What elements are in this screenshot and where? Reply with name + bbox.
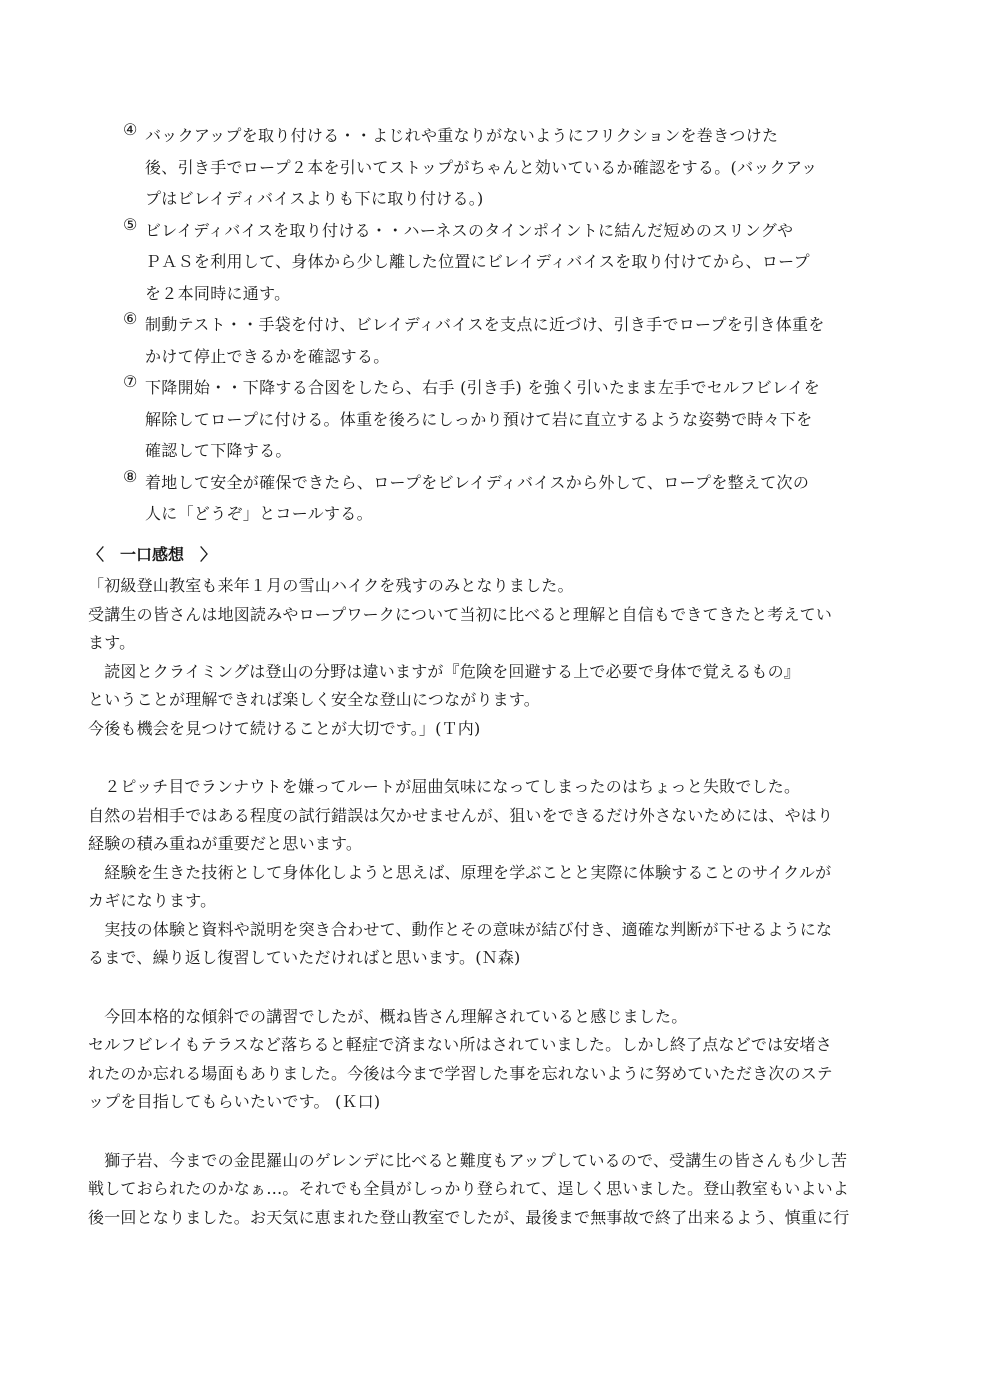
- comment-line: 自然の岩相手ではある程度の試行錯誤は欠かせませんが、狙いをできるだけ外さないためには、やはり: [88, 805, 834, 825]
- step-line: バックアップを取り付ける・・よじれや重なりがないようにフリクションを巻きつけた: [145, 126, 779, 145]
- step-number: ⑦: [123, 372, 138, 391]
- step-number: ⑥: [123, 309, 138, 328]
- comment-paragraph: [88, 1147, 918, 1233]
- comment-line: ます。: [88, 633, 136, 652]
- step-line: 後、引き手でロープ２本を引いてストップがちゃんと効いているか確認をする。(バックアッ: [145, 157, 818, 177]
- comment-line: 受講生の皆さんは地図読みやロープワークについて当初に比べると理解と自信もできてきたと考えてい: [88, 604, 833, 624]
- step-line: ビレイディバイスを取り付ける・・ハーネスのタインポイントに結んだ短めのスリングや: [145, 220, 794, 240]
- comment-line: 戦しておられたのかなぁ…。それでも全員がしっかり登られて、逞しく思いました。登山教室もいよいよ: [88, 1179, 850, 1198]
- comment-line: ップを目指してもらいたいです。 (Ｋ口): [88, 1092, 381, 1111]
- step-line: 着地して安全が確保できたら、ロープをビレイディバイスから外して、ロープを整えて次の: [145, 472, 810, 492]
- comment-line: 獅子岩、今までの金毘羅山のゲレンデに比べると難度もアップしているので、受講生の皆さんも少し苦: [88, 1150, 848, 1170]
- step-line: を２本同時に通す。: [145, 283, 291, 303]
- comment-line: 読図とクライミングは登山の分野は違いますが『危険を回避する上で必要で身体で覚えるもの』: [88, 661, 801, 681]
- comment-paragraph: [88, 773, 918, 973]
- step-item: [123, 372, 913, 467]
- comment-line: 今後も機会を見つけて続けることが大切です。」(Ｔ内): [88, 718, 481, 738]
- step-item: [123, 215, 913, 310]
- step-line: プはビレイディバイスよりも下に取り付ける。): [145, 189, 484, 208]
- step-number: ⑤: [123, 214, 138, 234]
- section-heading: 〈 一口感想 〉: [88, 545, 217, 564]
- step-number: ⑧: [123, 466, 138, 486]
- comment-line: 実技の体験と資料や説明を突き合わせて、動作とその意味が結び付き、適確な判断が下せるようにな: [88, 919, 833, 939]
- comment-line: 後一回となりました。お天気に恵まれた登山教室でしたが、最後まで無事故で終了出来るよう、慎重に行: [88, 1207, 850, 1227]
- step-line: 下降開始・・下降する合図をしたら、右手 (引き手) を強く引いたまま左手でセルフビレイを: [145, 378, 821, 397]
- comment-line: 経験の積み重ねが重要だと思います。: [88, 834, 363, 853]
- comment-paragraph: [88, 1003, 918, 1117]
- comment-paragraph: [88, 572, 918, 743]
- comment-line: 今回本格的な傾斜での講習でしたが、概ね皆さん理解されていると感じました。: [88, 1006, 688, 1026]
- comment-line: カギになります。: [88, 891, 217, 910]
- comment-line: ということが理解できれば楽しく安全な登山につながります。: [88, 690, 541, 709]
- step-line: 解除してロープに付ける。体重を後ろにしっかり預けて岩に直立するような姿勢で時々下を: [145, 409, 813, 429]
- step-line: かけて停止できるかを確認する。: [145, 346, 390, 366]
- step-item: [123, 467, 913, 530]
- comment-line: るまで、繰り返し復習していただければと思います。(Ｎ森): [88, 948, 521, 967]
- step-line: 制動テスト・・手袋を付け、ビレイディバイスを支点に近づけ、引き手でロープを引き体重を: [145, 315, 825, 334]
- comment-line: ２ピッチ目でランナウトを嫌ってルートが屈曲気味になってしまったのはちょっと失敗でした。: [88, 777, 801, 796]
- comment-line: れたのか忘れる場面もありました。今後は今まで学習した事を忘れないように努めていただき次のステ: [88, 1063, 833, 1083]
- comment-line: 経験を生きた技術として身体化しようと思えば、原理を学ぶことと実際に体験することのサイクルが: [88, 862, 832, 882]
- step-number: ④: [123, 120, 138, 139]
- impressions-section: [88, 572, 918, 1232]
- step-item: [123, 309, 913, 372]
- comment-line: 「初級登山教室も来年１月の雪山ハイクを残すのみとなりました。: [88, 576, 574, 595]
- procedure-steps: [123, 120, 913, 530]
- step-line: 人に「どうぞ」とコールする。: [145, 504, 373, 523]
- step-line: ＰＡＳを利用して、身体から少し離した位置にビレイディバイスを取り付けてから、ロープ: [145, 252, 810, 271]
- step-line: 確認して下降する。: [145, 441, 292, 460]
- comment-line: セルフビレイもテラスなど落ちると軽症で済まない所はされていました。しかし終了点などでは安堵さ: [88, 1035, 832, 1054]
- step-item: [123, 120, 913, 215]
